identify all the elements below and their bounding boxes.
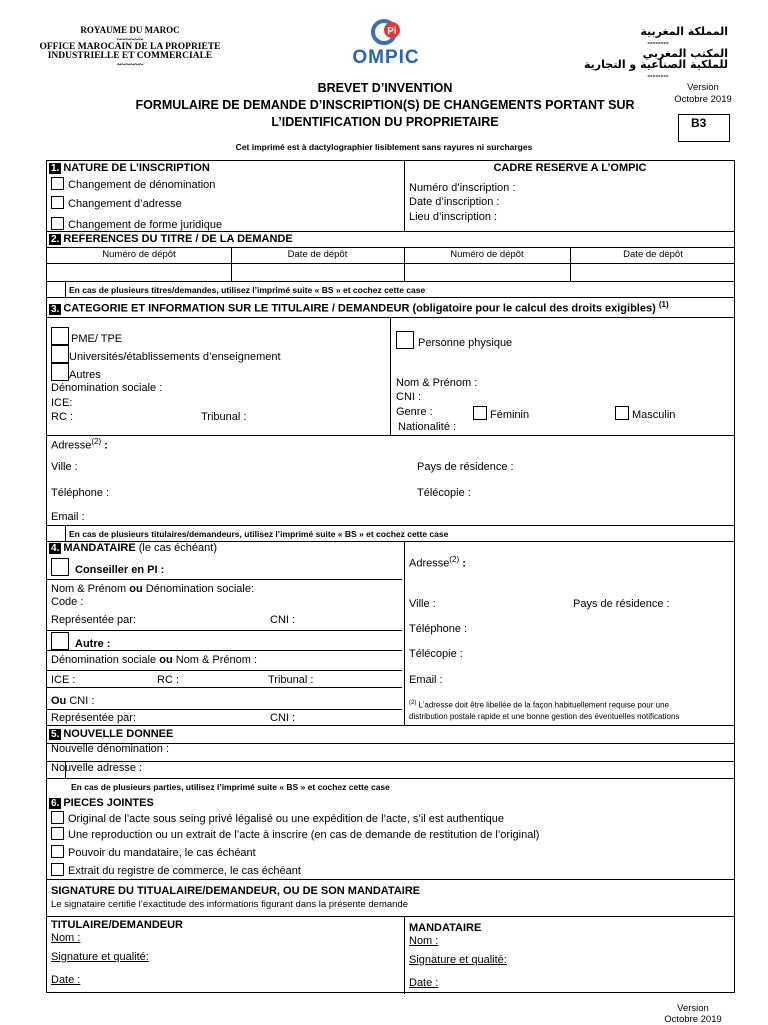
nouvelle-denomination-label: Nouvelle dénomination : (51, 743, 170, 755)
checkbox[interactable] (51, 345, 69, 363)
title-line-3: L’IDENTIFICATION DU PROPRIETAIRE (271, 115, 499, 129)
option-label: Une reproduction ou un extrait de l’acte à inscrire (en cas de demande de restitution de l’original) (68, 829, 540, 841)
logo-emblem-icon (366, 18, 406, 46)
option-label: Autres (69, 369, 101, 381)
field-numero-depot-2[interactable] (406, 264, 568, 280)
denomination-nom-label (51, 654, 257, 666)
code-label: Code : (51, 596, 84, 608)
mandataire-nom-label: Nom : (409, 935, 439, 947)
label-part: Dénomination sociale (51, 654, 157, 666)
label-ou: ou (129, 583, 143, 595)
piece-original-acte[interactable] (51, 811, 504, 825)
reserved-lieu: Lieu d’inscription : (409, 211, 498, 223)
typing-note: Cet imprimé est à dactylographier lisiblement sans rayures ni surcharges (235, 142, 533, 152)
reserved-title: CADRE RESERVE A L’OMPIC (493, 162, 647, 174)
col-numero-depot-2: Numéro de dépôt (450, 249, 524, 260)
email-mandataire-label: Email : (409, 674, 443, 686)
col-date-depot-1: Date de dépôt (287, 249, 348, 260)
checkbox[interactable] (51, 827, 64, 840)
signature-title: SIGNATURE DU TITUALAIRE/DEMANDEUR, OU DE SON MANDATAIRE (51, 885, 421, 897)
telephone-label: Téléphone : (51, 487, 110, 499)
option-forme-juridique[interactable] (51, 217, 222, 231)
col-date-depot-2: Date de dépôt (623, 249, 683, 260)
section-title-text: NOUVELLE DONNEE (63, 728, 174, 740)
section-title-text: MANDATAIRE (63, 542, 136, 554)
bs-titres-checkbox[interactable] (51, 283, 63, 295)
section-number: 2. (51, 234, 60, 245)
nouvelle-adresse-label: Nouvelle adresse : (51, 762, 143, 774)
cat-universites[interactable] (51, 345, 281, 363)
form-code-box: B3 (678, 114, 730, 142)
ou-cni-label (51, 695, 94, 707)
section-1-title (49, 162, 210, 174)
ice-mandataire-label: ICE : (51, 674, 76, 686)
label-ou: ou (159, 654, 173, 666)
genre-masculin[interactable] (615, 406, 675, 421)
section-title-text: CATEGORIE ET INFORMATION SUR LE TITULAIRE / DEMANDEUR (obligatoire pour le calcul des droits exigibles) (63, 302, 656, 315)
option-adresse[interactable] (51, 196, 182, 210)
kingdom-label: ROYAUME DU MAROC (80, 25, 180, 35)
checkbox[interactable] (51, 177, 64, 190)
title-line-2: FORMULAIRE DE DEMANDE D’INSCRIPTION(S) DE CHANGEMENTS PORTANT SUR (135, 98, 635, 112)
checkbox[interactable] (51, 327, 69, 345)
option-label: Changement de forme juridique (68, 219, 223, 231)
adresse-mandataire-label: Adresse$^{(2)}$ : (409, 555, 466, 570)
checkbox[interactable] (51, 363, 69, 381)
footnote-ref: (2) (91, 437, 102, 446)
titulaire-title: TITULAIRE/DEMANDEUR (51, 919, 183, 931)
checkbox[interactable] (51, 863, 64, 876)
version-date: Octobre 2019 (664, 1014, 722, 1025)
version-top (668, 82, 738, 106)
section-4-title (49, 542, 217, 554)
checkbox[interactable] (51, 196, 64, 209)
tribunal-mandataire-label: Tribunal : (268, 674, 314, 686)
bs-titulaires-note: En cas de plusieurs titulaires/demandeurs, utilisez l’imprimé suite « BS » et cochez cette case (69, 529, 449, 539)
cat-pme[interactable] (51, 327, 122, 345)
ville-label: Ville : (51, 461, 78, 473)
option-label: Pouvoir du mandataire, le cas échéant (68, 847, 256, 859)
label-part: Nom & Prénom : (175, 654, 258, 666)
version-footer (655, 1003, 731, 1025)
section-number: 5. (51, 729, 60, 740)
address-footnote (409, 698, 679, 722)
option-label: Personne physique (418, 337, 513, 349)
section-5-title (49, 728, 173, 740)
footnote-ref: (1) (658, 300, 669, 309)
form-frame (46, 160, 735, 993)
ice-label: ICE: (51, 397, 73, 409)
section-3-title (49, 300, 669, 315)
adresse-label: Adresse$^{(2)}$ : (51, 437, 108, 452)
nom-denomination-label (51, 583, 254, 595)
genre-label: Genre : (396, 406, 433, 418)
bs-titres-note: En cas de plusieurs titres/demandes, utilisez l’imprimé suite « BS » et cochez cette case (69, 285, 426, 295)
titulaire-date-label: Date : (51, 974, 81, 986)
checkbox[interactable] (51, 845, 64, 858)
svg-text:Pi: Pi (387, 26, 397, 37)
telecopie-mandataire-label: Télécopie : (409, 648, 463, 660)
office-label-2: INDUSTRIELLE ET COMMERCIALE (47, 50, 213, 61)
cni-mandataire-label: CNI : (270, 614, 296, 626)
pays-mandataire-label: Pays de résidence : (573, 598, 670, 610)
separator: -------- (647, 71, 669, 80)
label-ou: Ou (51, 695, 67, 707)
ville-mandataire-label: Ville : (409, 598, 436, 610)
section-6-title (49, 797, 154, 809)
separator: ~~~~~~ (116, 33, 144, 44)
footnote-ref: (2) (449, 555, 460, 564)
option-label: Universités/établissements d’enseignement (69, 351, 281, 363)
ompic-logo (336, 18, 436, 67)
office-label-ar-2: للملكية الصناعية و التجارية (584, 58, 728, 71)
version-label: Version (687, 82, 719, 93)
office-label-1: OFFICE MAROCAIN DE LA PROPRIETE (39, 42, 221, 52)
representee-label: Représentée par: (51, 614, 136, 626)
section-title-text: REFERENCES DU TITRE / DE LA DEMANDE (63, 233, 293, 245)
mandataire-date-label: Date : (409, 977, 439, 989)
footnote-text-1: L’adresse doit être libellée de la façon habituellement requise pour une (418, 700, 669, 710)
section-number: 3. (51, 303, 60, 315)
reserved-numero: Numéro d’inscription : (409, 182, 516, 194)
separator: -------- (647, 38, 669, 47)
piece-reproduction[interactable] (51, 827, 539, 841)
option-label: Changement d’adresse (68, 198, 182, 210)
option-label: Extrait du registre de commerce, le cas échéant (68, 865, 301, 877)
telephone-mandataire-label: Téléphone : (409, 623, 468, 635)
cni-mandataire-label-2: CNI : (270, 712, 296, 724)
logo-text: OMPIC (352, 47, 420, 68)
checkbox[interactable] (51, 558, 69, 576)
checkbox[interactable] (51, 632, 69, 650)
cni-label: CNI : (396, 391, 422, 403)
section-number: 1. (51, 163, 60, 174)
version-date: Octobre 2019 (674, 94, 732, 105)
option-label: Changement de dénomination (68, 179, 216, 191)
checkbox[interactable] (51, 217, 64, 230)
piece-pouvoir[interactable] (51, 845, 256, 859)
option-label: Féminin (490, 409, 530, 421)
label-part: Dénomination sociale: (145, 583, 255, 595)
field-numero-depot-1[interactable] (49, 264, 229, 280)
option-label: Original de l’acte sous seing privé légalisé ou une expédition de l’acte, s’il est authentique (68, 813, 504, 825)
form-titles (100, 80, 670, 131)
footnote-ref: (2) (409, 700, 417, 706)
kingdom-label-ar: المملكة المغربية (640, 25, 728, 38)
section-title-text: PIECES JOINTES (63, 797, 154, 809)
checkbox[interactable] (615, 406, 629, 420)
section-title-text: NATURE DE L’INSCRIPTION (63, 162, 210, 174)
nom-prenom-label: Nom & Prénom : (396, 377, 478, 389)
genre-feminin[interactable] (473, 406, 529, 421)
office-label-ar-1: المكتب المغربي (642, 47, 728, 60)
signature-subtitle: Le signataire certifie l’exactitude des informations figurant dans la présente demande (51, 899, 408, 910)
rc-mandataire-label: RC : (157, 674, 179, 686)
label-part: CNI : (69, 695, 95, 707)
bs-parties-note: En cas de plusieurs parties, utilisez l’imprimé suite « BS » et cochez cette case (71, 782, 390, 792)
separator: ~~~~~~ (116, 59, 144, 69)
titulaire-signature-label: Signature et qualité: (51, 951, 149, 963)
option-label: Autre : (75, 638, 111, 650)
tribunal-label: Tribunal : (201, 411, 247, 423)
pays-label: Pays de résidence : (417, 461, 514, 473)
reserved-date: Date d’inscription : (409, 196, 500, 208)
field-date-depot-1[interactable] (233, 264, 402, 280)
cat-autres[interactable] (51, 363, 101, 381)
version-label: Version (677, 1003, 709, 1014)
option-label: Masculin (632, 409, 676, 421)
mandataire-title: MANDATAIRE (409, 922, 482, 934)
section-number: 6. (51, 798, 60, 809)
label-part: Nom & Prénom (51, 583, 127, 595)
title-line-1: BREVET D’INVENTION (317, 81, 453, 95)
bs-parties-checkbox[interactable] (51, 763, 63, 775)
option-denomination[interactable] (51, 177, 215, 191)
nationalite-label: Nationalité : (398, 421, 457, 433)
telecopie-label: Télécopie : (417, 487, 471, 499)
conseiller-pi[interactable] (51, 558, 164, 576)
personne-physique[interactable] (396, 331, 512, 349)
mandataire-signature-label: Signature et qualité: (409, 954, 507, 966)
option-label: PME/ TPE (71, 333, 123, 345)
ompic-name-fr (30, 26, 230, 69)
representee-label-2: Représentée par: (51, 712, 136, 724)
piece-registre-commerce[interactable] (51, 863, 301, 877)
section-number: 4. (51, 543, 60, 554)
autre-mandataire[interactable] (51, 632, 110, 650)
adresse-text: Adresse (409, 557, 450, 570)
section-2-title (49, 233, 293, 245)
col-numero-depot-1: Numéro de dépôt (102, 249, 176, 260)
option-label: Conseiller en PI : (75, 564, 165, 576)
ompic-name-ar (528, 26, 728, 81)
checkbox[interactable] (473, 406, 487, 420)
checkbox[interactable] (396, 331, 414, 349)
denomination-sociale-label: Dénomination sociale : (51, 382, 163, 394)
field-date-depot-2[interactable] (572, 264, 734, 280)
bs-titulaires-checkbox[interactable] (51, 527, 63, 539)
adresse-text: Adresse (51, 439, 92, 452)
section-title-suffix: (le cas échéant) (138, 542, 217, 554)
footnote-text-2: distribution postale rapide et une bonne gestion des éventuelles notifications (409, 711, 680, 721)
checkbox[interactable] (51, 811, 64, 824)
email-label: Email : (51, 511, 85, 523)
titulaire-nom-label: Nom : (51, 932, 81, 944)
rc-label: RC : (51, 411, 73, 423)
